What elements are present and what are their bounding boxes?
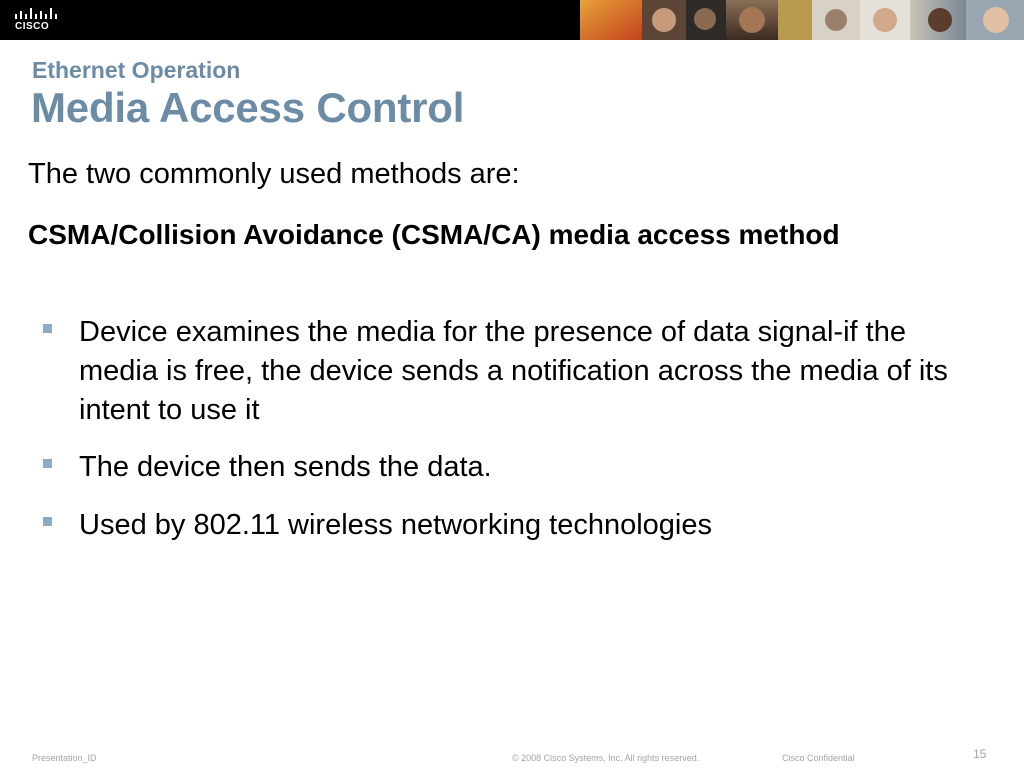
list-item <box>0 506 989 545</box>
page-number: 15 <box>973 747 987 761</box>
footer-copyright: © 2008 Cisco Systems, Inc. All rights reserved. <box>512 753 700 763</box>
cisco-bridge-icon <box>13 6 59 20</box>
square-bullet-icon <box>43 324 52 333</box>
square-bullet-icon <box>43 459 52 468</box>
header-bar <box>0 0 1024 40</box>
bullet-text: Used by 802.11 wireless networking technologies <box>79 509 712 541</box>
bullet-text: Device examines the media for the presence of data signal-if the media is free, the device sends a notification across the media of its intent to use it <box>79 316 948 426</box>
list-item <box>0 448 989 487</box>
slide-subtitle: Ethernet Operation <box>32 57 241 83</box>
intro-text: The two commonly used methods are: <box>28 158 520 190</box>
photo-tile-1 <box>580 0 642 40</box>
slide-title: Media Access Control <box>31 84 465 131</box>
bullet-text: The device then sends the data. <box>79 451 492 483</box>
bullet-list <box>0 313 1024 545</box>
cisco-logo <box>13 6 59 34</box>
method-heading: CSMA/Collision Avoidance (CSMA/CA) media access method <box>28 219 840 250</box>
people-photo-strip <box>580 0 1024 40</box>
list-item <box>0 313 989 430</box>
cisco-logo-text: CISCO <box>15 21 50 32</box>
square-bullet-icon <box>43 517 52 526</box>
photo-tile-5 <box>778 0 812 40</box>
footer-confidential: Cisco Confidential <box>782 753 855 763</box>
footer-presentation-id: Presentation_ID <box>32 753 97 763</box>
